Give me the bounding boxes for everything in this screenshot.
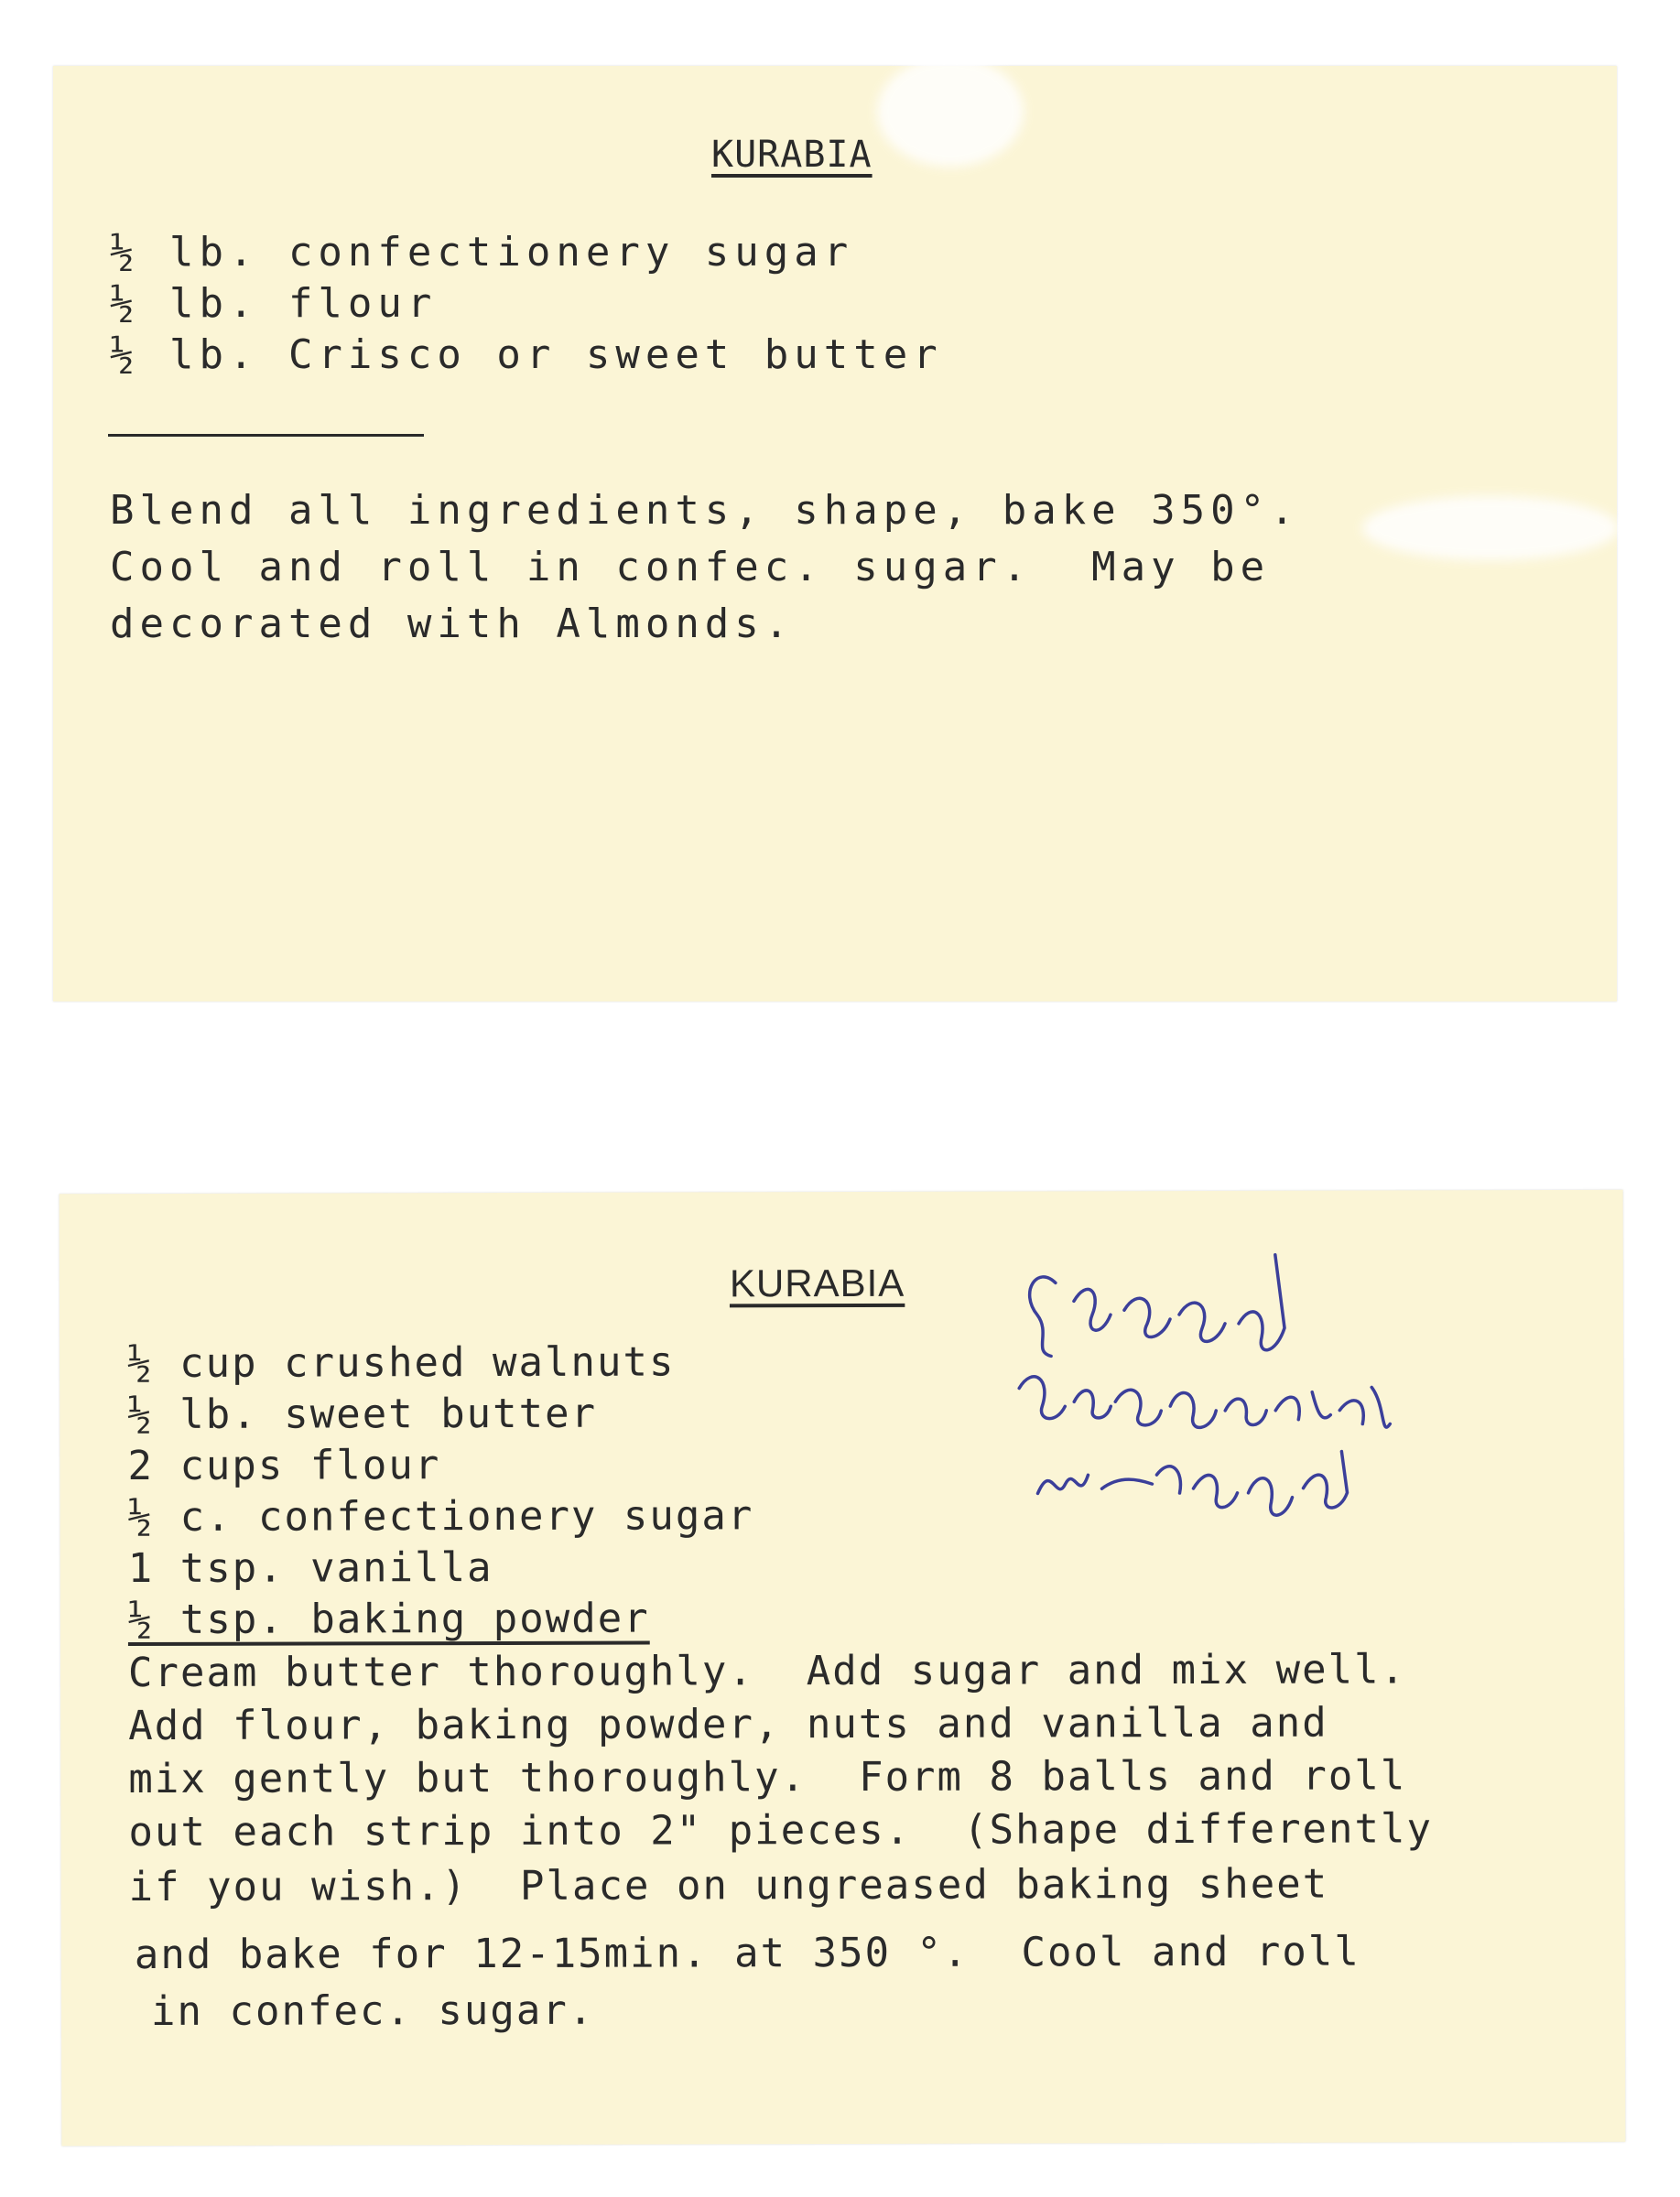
direction-line: out each strip into 2" pieces. (Shape differently [128,1805,1434,1856]
ingredient-line: ½ lb. Crisco or sweet butter [110,331,943,378]
ingredient-line: ½ c. confectionery sugar [127,1492,754,1542]
direction-line: if you wish.) Place on ungreased baking sheet [128,1860,1329,1911]
direction-line: Cream butter thoroughly. Add sugar and mix well. [127,1646,1407,1697]
direction-line: Add flour, baking powder, nuts and vanilla and [128,1699,1328,1750]
direction-line: in confec. sugar. [150,1986,595,2035]
direction-line: Blend all ingredients, shape, bake 350°. [110,487,1300,534]
handwritten-note [1001,1227,1514,1530]
ingredient-line: ½ lb. flour [110,280,438,327]
correction-fluid-mark [877,57,1024,167]
direction-line: Cool and roll in confec. sugar. May be [110,544,1271,590]
direction-line: decorated with Almonds. [110,601,795,647]
recipe-card-top [53,66,1617,1001]
correction-fluid-mark [1362,496,1619,560]
ingredient-line: ½ tsp. baking powder [127,1595,650,1644]
ingredient-line: ½ lb. sweet butter [127,1390,598,1439]
ingredient-line: ½ lb. confectionery sugar [110,229,854,276]
ingredient-line: 1 tsp. vanilla [127,1543,493,1593]
recipe-title: KURABIA [711,134,873,176]
divider-rule [108,434,424,437]
recipe-card-bottom [60,1190,1626,2146]
ingredient-line: ½ cup crushed walnuts [127,1338,676,1388]
direction-line: and bake for 12-15min. at 350 °. Cool and roll [134,1928,1360,1979]
ingredient-line: 2 cups flour [127,1442,441,1490]
direction-line: mix gently but thoroughly. Form 8 balls and roll [128,1752,1407,1803]
recipe-title: KURABIA [729,1261,905,1305]
